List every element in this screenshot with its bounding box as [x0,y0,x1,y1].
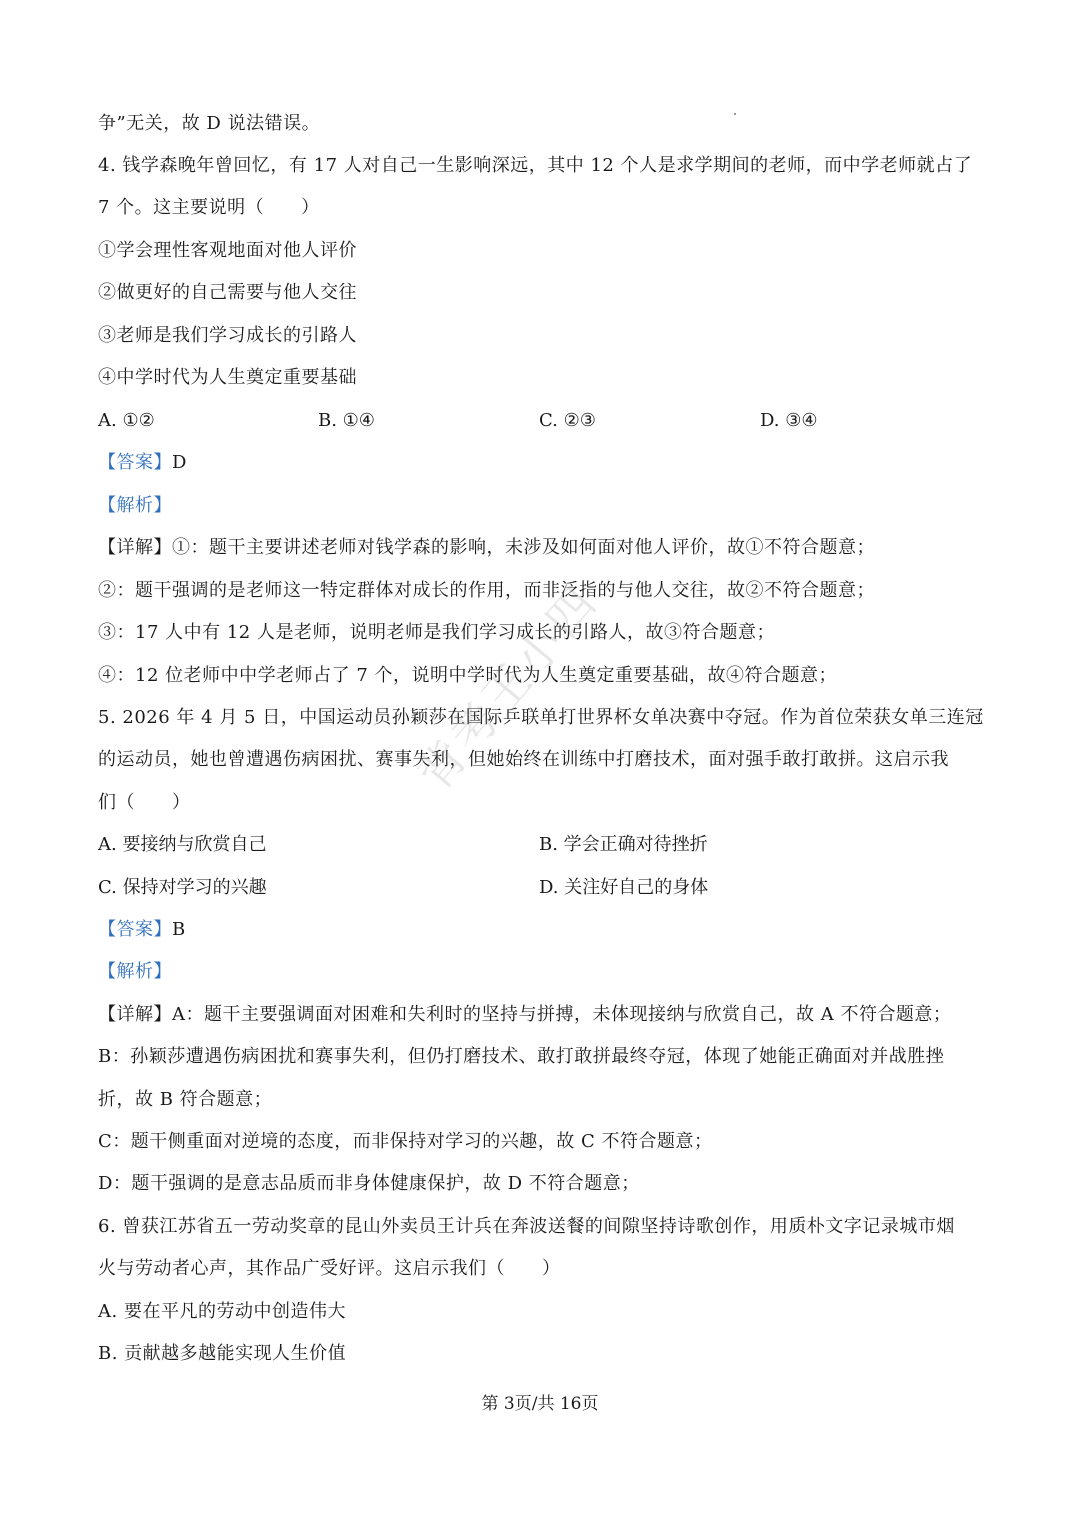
question-6-option-a: A. 要在平凡的劳动中创造伟大 [98,1301,346,1322]
question-5-analysis-tag: 【解析】 [98,961,172,982]
question-4-detail-1 [98,536,875,560]
page-footer: 第 3页/共 16页 [481,1394,599,1414]
question-4-statement-3: ③老师是我们学习成长的引路人 [98,325,357,346]
speck-mark [734,113,736,115]
question-5-stem-cont: 的运动员，她也曾遭遇伤病困扰、赛事失利，但她始终在训练中打磨技术，面对强手敢打敢拼。这启示我 [98,749,949,770]
answer-value: B [172,919,186,940]
question-4-detail-2: ②：题干强调的是老师这一特定群体对成长的作用，而非泛指的与他人交往，故②不符合题意； [98,580,875,601]
question-5-option-d: D. 关注好自己的身体 [539,877,709,898]
question-4-answer [98,451,187,475]
question-4-stem: 4. 钱学森晚年曾回忆，有 17 人对自己一生影响深远，其中 12 个人是求学期间的老师，而中学老师就占了 [98,155,973,176]
question-5-option-a: A. 要接纳与欣赏自己 [98,834,267,855]
question-5-stem: 5. 2026 年 4 月 5 日，中国运动员孙颖莎在国际乒联单打世界杯女单决赛中夺冠。作为首位荣获女单三连冠 [98,707,984,728]
question-5-answer [98,918,186,942]
question-5-option-b: B. 学会正确对待挫折 [539,834,708,855]
question-5-detail-4: D：题干强调的是意志品质而非身体健康保护，故 D 不符合题意； [98,1173,640,1194]
question-6-option-b: B. 贡献越多越能实现人生价值 [98,1343,347,1364]
answer-tag: 【答案】 [98,452,172,473]
question-4-option-a: A. ①② [98,410,155,431]
question-4-detail-3: ③：17 人中有 12 人是老师，说明老师是我们学习成长的引路人，故③符合题意； [98,622,775,643]
detail-text: A：题干主要强调面对困难和失利时的坚持与拼搏，未体现接纳与欣赏自己，故 A 不符合题意； [172,1004,952,1025]
answer-value: D [172,452,187,473]
question-4-statement-4: ④中学时代为人生奠定重要基础 [98,367,357,388]
question-5-stem-end: 们（ ） [98,792,191,813]
question-4-option-c: C. ②③ [539,410,596,431]
question-4-statement-2: ②做更好的自己需要与他人交往 [98,282,357,303]
watermark: 背考王小四 [406,574,609,801]
detail-tag: 【详解】 [98,537,172,558]
question-5-option-c: C. 保持对学习的兴趣 [98,877,267,898]
detail-tag: 【详解】 [98,1004,172,1025]
question-5-detail-2-cont: 折，故 B 符合题意； [98,1089,273,1110]
question-5-detail-2: B：孙颖莎遭遇伤病困扰和赛事失利，但仍打磨技术、敢打敢拼最终夺冠，体现了她能正确面对并战胜挫 [98,1046,945,1067]
detail-text: ①：题干主要讲述老师对钱学森的影响，未涉及如何面对他人评价，故①不符合题意； [172,537,875,558]
question-4-statement-1: ①学会理性客观地面对他人评价 [98,240,357,261]
question-4-detail-4: ④：12 位老师中中学老师占了 7 个，说明中学时代为人生奠定重要基础，故④符合题意； [98,665,838,686]
question-5-detail-3: C：题干侧重面对逆境的态度，而非保持对学习的兴趣，故 C 不符合题意； [98,1131,713,1152]
question-4-stem-cont: 7 个。这主要说明（ ） [98,197,320,218]
question-6-stem: 6. 曾获江苏省五一劳动奖章的昆山外卖员王计兵在奔波送餐的间隙坚持诗歌创作，用质朴文字记录城市烟 [98,1216,955,1237]
question-4-option-b: B. ①④ [318,410,375,431]
question-6-stem-cont: 火与劳动者心声，其作品广受好评。这启示我们（ ） [98,1258,561,1279]
answer-tag: 【答案】 [98,919,172,940]
question-5-detail-1 [98,1003,951,1027]
text-line: 争”无关，故 D 说法错误。 [98,113,321,134]
question-4-analysis-tag: 【解析】 [98,495,172,516]
question-4-option-d: D. ③④ [760,410,818,431]
